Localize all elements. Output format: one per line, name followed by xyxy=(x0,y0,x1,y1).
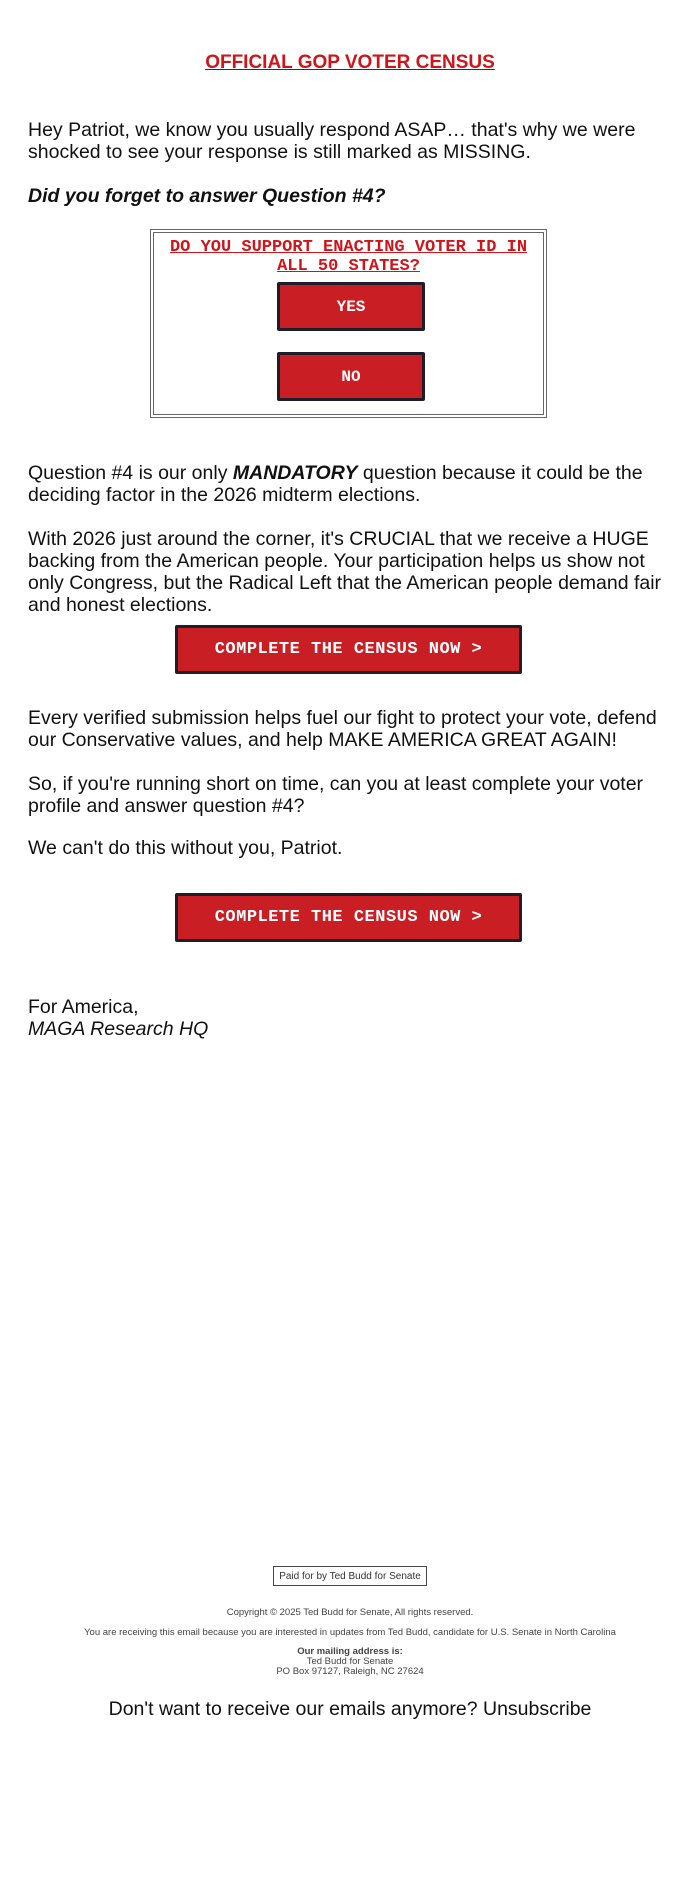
unsubscribe-link[interactable]: Don't want to receive our emails anymore? Unsubscribe xyxy=(108,1698,592,1720)
text: Question #4 is our only xyxy=(28,462,233,484)
complete-census-button-2[interactable]: COMPLETE THE CENSUS NOW > xyxy=(175,893,522,942)
question-title: DO YOU SUPPORT ENACTING VOTER ID IN ALL 50 STATES? xyxy=(169,238,528,276)
intro-paragraph: Hey Patriot, we know you usually respond ASAP… that's why we were shocked to see your response is still marked as MISSING. xyxy=(28,119,636,163)
paid-for-disclaimer: Paid for by Ted Budd for Senate xyxy=(273,1566,427,1586)
mailing-label: Our mailing address is: xyxy=(297,1646,403,1657)
copyright: Copyright © 2025 Ted Budd for Senate, All rights reserved. xyxy=(226,1607,474,1618)
page-title: OFFICIAL GOP VOTER CENSUS xyxy=(205,52,495,73)
crucial-paragraph: With 2026 just around the corner, it's CRUCIAL that we receive a HUGE backing from the American people. Your participation helps us show not only Congress, but the Radical Left that the American people demand fair and honest elections. xyxy=(28,528,662,616)
without-you-paragraph: We can't do this without you, Patriot. xyxy=(28,837,343,859)
question-prompt: Did you forget to answer Question #4? xyxy=(28,185,386,207)
mandatory-emphasis: MANDATORY xyxy=(232,462,358,484)
mandatory-paragraph xyxy=(28,462,678,506)
signoff: For America, xyxy=(28,996,139,1018)
mailing-address: PO Box 97127, Raleigh, NC 27624 xyxy=(276,1666,424,1677)
question-box xyxy=(150,229,547,418)
short-time-paragraph: So, if you're running short on time, can you at least complete your voter profile and answer question #4? xyxy=(28,773,644,817)
complete-census-button[interactable]: COMPLETE THE CENSUS NOW > xyxy=(175,625,522,674)
signature: MAGA Research HQ xyxy=(28,1018,209,1040)
mailing-name: Ted Budd for Senate xyxy=(306,1656,394,1667)
no-button[interactable]: NO xyxy=(277,352,425,401)
yes-button[interactable]: YES xyxy=(277,282,425,331)
receiving-notice: You are receiving this email because you are interested in updates from Ted Budd, candidate for U.S. Senate in North Carolina xyxy=(84,1627,616,1638)
text: question because it could be the deciding factor in the 2026 midterm elections. xyxy=(28,462,643,506)
verified-paragraph: Every verified submission helps fuel our fight to protect your vote, defend our Conservative values, and help MAKE AMERICA GREAT AGAIN! xyxy=(28,707,657,751)
